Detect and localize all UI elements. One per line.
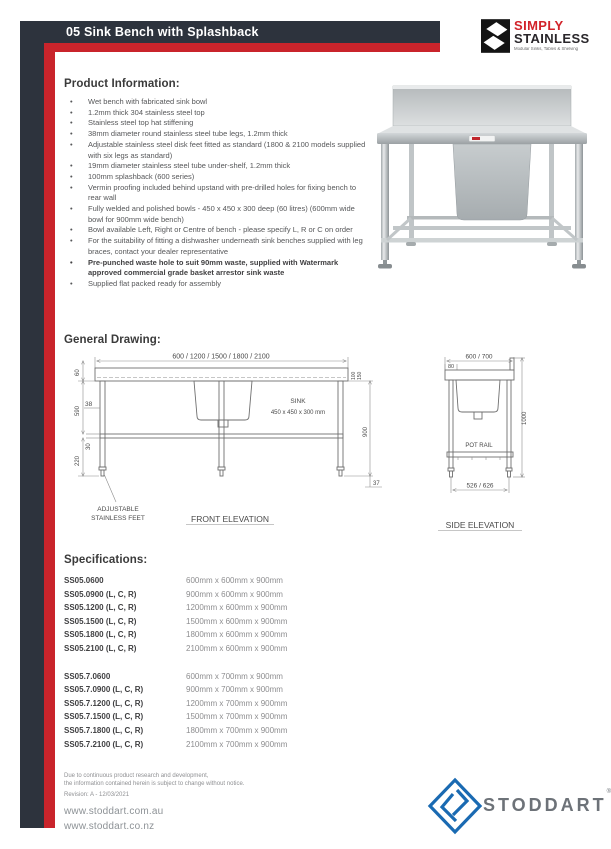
front-upstand-dim-150: 150: [357, 371, 363, 380]
registered-mark: ®: [606, 789, 611, 795]
frame-dark-side: [20, 21, 44, 828]
front-base-height-dim: 220: [75, 455, 81, 466]
spec-model: SS05.7.1500 (L, C, R): [64, 712, 144, 722]
spec-row: [64, 697, 394, 711]
footer: [64, 772, 364, 834]
front-bench-height-dim: 900: [363, 426, 369, 437]
bullet-item: • 38mm diameter round stainless steel tube legs, 1.2mm thick: [64, 129, 367, 140]
spec-model: SS05.0600: [64, 576, 104, 585]
spec-model: SS05.1800 (L, C, R): [64, 630, 137, 640]
specifications-section: [64, 554, 394, 751]
spec-model: SS05.7.0600: [64, 671, 111, 681]
spec-size: 1800mm x 600mm x 900mm: [186, 630, 288, 640]
spec-size: 2100mm x 600mm x 900mm: [186, 643, 288, 653]
side-total-height-dim: 1000: [522, 411, 528, 425]
bullet-item: • Wet bench with fabricated sink bowl: [64, 97, 367, 108]
front-feet-label-line1: ADJUSTABLE: [97, 506, 139, 513]
spec-row: [64, 724, 394, 738]
disclaimer-line1: Due to continuous product research and development,: [64, 773, 209, 779]
spec-row: [64, 642, 394, 656]
side-base-width-dim: 526 / 626: [466, 482, 494, 490]
front-elevation-drawing: [70, 350, 410, 532]
spec-model: SS05.7.0900 (L, C, R): [64, 685, 144, 695]
bullet-item: • 1.2mm thick 304 stainless steel top: [64, 108, 367, 119]
spec-model: SS05.2100 (L, C, R): [64, 643, 137, 653]
front-splashback-dim: 60: [75, 369, 81, 376]
simply-stainless-logo: [481, 19, 603, 53]
bullet-item: • Supplied flat packed ready for assembly: [64, 279, 367, 290]
spec-row: [64, 628, 394, 642]
spec-model: SS05.7.1200 (L, C, R): [64, 698, 144, 708]
front-leg-diameter-dim: 38: [85, 401, 93, 408]
side-pot-rail-label: POT RAIL: [465, 443, 493, 449]
brand-tagline: Modular Sinks, Tables & Shelving: [514, 47, 579, 52]
side-elevation-caption: SIDE ELEVATION: [445, 520, 515, 530]
bullet-item: • Adjustable stainless steel disk feet fitted as standard (1800 & 2100 models supplied with six legs as standard): [64, 140, 367, 161]
revision-note: Revision: A - 12/03/2021: [64, 792, 130, 798]
front-width-dim: 600 / 1200 / 1500 / 1800 / 2100: [172, 353, 270, 361]
spec-size: 1500mm x 600mm x 900mm: [186, 616, 288, 626]
brand-name-top: SIMPLY: [514, 18, 564, 33]
spec-row: [64, 574, 394, 588]
bullet-item-bold: • Pre-punched waste hole to suit 90mm waste, supplied with Watermark approved commercial grade basket arrestor sink waste: [64, 258, 367, 279]
bullet-item: • For the suitability of fitting a dishwasher underneath sink benches supplied with leg braces, contact your dealer representative: [64, 236, 367, 257]
spec-size: 1200mm x 600mm x 900mm: [186, 603, 288, 613]
general-drawing-heading: General Drawing:: [64, 334, 161, 346]
product-information-heading: Product Information:: [64, 78, 180, 90]
front-sink-label: SINK: [290, 398, 306, 405]
disclaimer-line2: the information contained herein is subject to change without notice.: [64, 781, 245, 787]
front-feet-label-line2: STAINLESS FEET: [91, 515, 145, 522]
specifications-heading: Specifications:: [64, 554, 148, 566]
spec-row: [64, 615, 394, 629]
bullet-item: • Stainless steel top hat stiffening: [64, 118, 367, 129]
spec-row: [64, 710, 394, 724]
website-link-nz[interactable]: www.stoddart.co.nz: [64, 821, 155, 832]
spec-size: 1800mm x 700mm x 900mm: [186, 725, 288, 735]
product-information-list: [64, 97, 367, 290]
side-elevation-drawing: [428, 350, 578, 532]
stoddart-logo: [427, 777, 611, 835]
frame-red-top: [44, 43, 440, 52]
bullet-item: • Fully welded and polished bowls - 450 x 450 x 300 deep (60 litres) (600mm wide bowl for 900mm wide bench): [64, 204, 367, 225]
spec-model: SS05.0900 (L, C, R): [64, 589, 137, 599]
bullet-item: • 19mm diameter stainless steel tube under-shelf, 1.2mm thick: [64, 161, 367, 172]
spec-row: [64, 601, 394, 615]
bullet-item: • Vermin proofing included behind upstand with pre-drilled holes for fixing bench to rear wall: [64, 183, 367, 204]
spec-row: [64, 670, 394, 684]
front-foot-adjust-dim: 37: [373, 481, 380, 487]
spec-model: SS05.7.2100 (L, C, R): [64, 739, 144, 749]
spec-row: [64, 588, 394, 602]
spec-model: SS05.1500 (L, C, R): [64, 616, 137, 626]
side-width-dim: 600 / 700: [465, 353, 493, 361]
stoddart-icon: [427, 777, 483, 835]
spec-row: [64, 738, 394, 752]
spec-size: 1200mm x 700mm x 900mm: [186, 698, 288, 708]
spec-size: 600mm x 700mm x 900mm: [186, 671, 283, 681]
spec-row: [64, 683, 394, 697]
spec-size: 900mm x 700mm x 900mm: [186, 685, 283, 695]
front-shelf-gap-dim: 30: [86, 443, 92, 450]
specifications-table: [64, 574, 394, 751]
product-information-section: [64, 78, 367, 290]
simply-stainless-icon: [481, 19, 510, 53]
spec-size: 1500mm x 700mm x 900mm: [186, 712, 288, 722]
spec-size: 900mm x 600mm x 900mm: [186, 589, 283, 599]
website-link-au[interactable]: www.stoddart.com.au: [64, 806, 164, 817]
frame-red-side: [44, 43, 55, 828]
spec-size: 600mm x 600mm x 900mm: [186, 576, 283, 585]
spec-size: 2100mm x 700mm x 900mm: [186, 739, 288, 749]
front-leg-length-dim: 590: [75, 405, 81, 416]
spec-model: SS05.1200 (L, C, R): [64, 603, 137, 613]
bullet-item: • 100mm splashback (600 series): [64, 172, 367, 183]
front-sink-size-label: 450 x 450 x 300 mm: [270, 410, 326, 416]
page-title: 05 Sink Bench with Splashback: [66, 25, 259, 39]
stoddart-wordmark: STODDART: [483, 795, 607, 815]
bullet-item: • Bowl available Left, Right or Centre of bench - please specify L, R or C on order: [64, 225, 367, 236]
product-photo: [363, 76, 600, 274]
side-nosing-dim: 80: [448, 364, 455, 370]
front-upstand-dim-100: 100: [351, 371, 357, 380]
front-elevation-caption: FRONT ELEVATION: [191, 514, 269, 524]
spec-model: SS05.7.1800 (L, C, R): [64, 725, 144, 735]
brand-name-bottom: STAINLESS: [514, 31, 590, 46]
